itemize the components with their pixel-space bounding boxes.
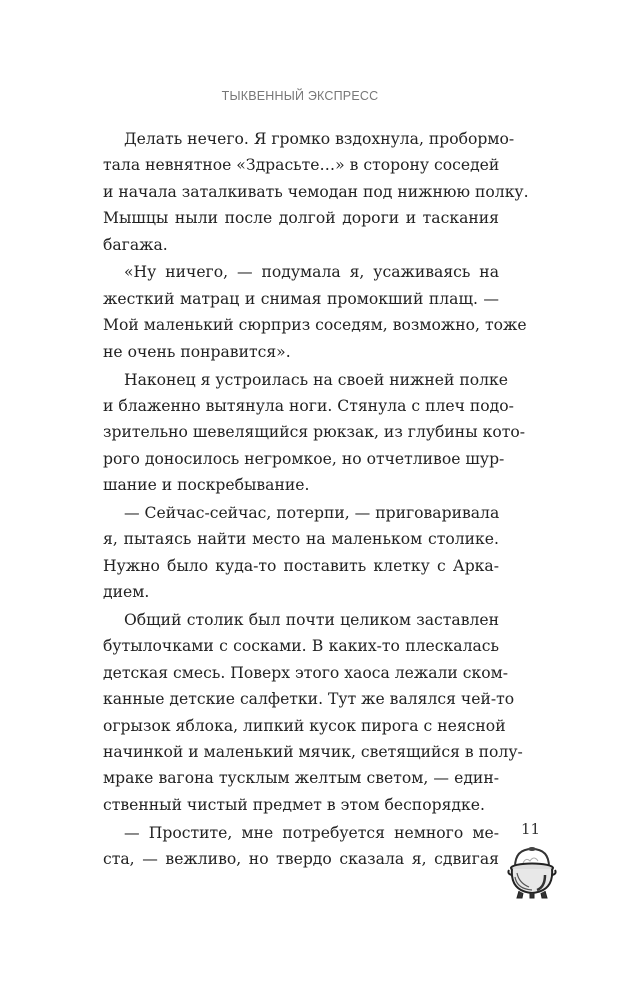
text-line: — Сейчас-сейчас, потерпи, — приговаривала	[124, 503, 500, 522]
text-line: «Ну ничего, — подумала я, усаживаясь на	[124, 263, 499, 282]
text-line: Общий столик был почти целиком заставлен	[124, 611, 499, 630]
paragraph	[103, 820, 499, 873]
paragraph	[103, 126, 529, 258]
text-line: багажа.	[103, 235, 168, 254]
text-line: жесткий матрац и снимая промокший плащ. —	[103, 289, 499, 308]
text-line: огрызок яблока, липкий кусок пирога с неясной	[103, 716, 506, 735]
paragraph	[103, 367, 525, 499]
text-line: Нужно было куда-то поставить клетку с Арка-	[103, 556, 499, 575]
text-line: Делать нечего. Я громко вздохнула, пробормо-	[124, 130, 515, 148]
paragraph	[103, 259, 527, 365]
paragraph	[103, 500, 499, 606]
text-line: — Простите, мне потребуется немного ме-	[124, 823, 499, 842]
text-line: Мой маленький сюрприз соседям, возможно, тоже	[103, 316, 527, 335]
text-line: не очень понравится».	[103, 342, 291, 361]
text-line: начинкой и маленький мячик, светящийся в полу-	[103, 742, 523, 761]
text-line: зрительно шевелящийся рюкзак, из глубины кото-	[103, 423, 525, 442]
body-text	[103, 126, 529, 874]
text-line: шание и поскребывание.	[103, 476, 310, 495]
text-line: Наконец я устроилась на своей нижней полке	[124, 370, 509, 389]
page-number: 11	[521, 820, 541, 838]
running-head: ТЫКВЕННЫЙ ЭКСПРЕСС	[221, 89, 379, 103]
text-line: ственный чистый предмет в этом беспорядке.	[103, 795, 485, 814]
text-line: мраке вагона тусклым желтым светом, — един-	[103, 769, 499, 788]
text-line: и блаженно вытянула ноги. Стянула с плеч подо-	[103, 396, 514, 415]
text-line: детская смесь. Поверх этого хаоса лежали ском-	[103, 663, 509, 682]
text-line: я, пытаясь найти место на маленьком столике.	[103, 530, 499, 549]
text-line: и начала заталкивать чемодан под нижнюю полку.	[103, 182, 529, 201]
text-line: бутылочками с сосками. В каких-то плескалась	[103, 637, 499, 656]
text-line: ста, — вежливо, но твердо сказала я, сдвигая	[103, 850, 499, 869]
text-line: канные детские салфетки. Тут же валялся чей-то	[103, 690, 515, 709]
text-line: Мышцы ныли после долгой дороги и таскания	[103, 209, 499, 228]
text-line: рого доносилось негромкое, но отчетливое шур-	[103, 449, 505, 468]
cauldron-icon	[507, 845, 557, 901]
text-line: тала невнятное «Здрасьте…» в сторону соседей	[103, 156, 500, 175]
text-line: дием.	[103, 583, 150, 602]
paragraph	[103, 607, 523, 818]
